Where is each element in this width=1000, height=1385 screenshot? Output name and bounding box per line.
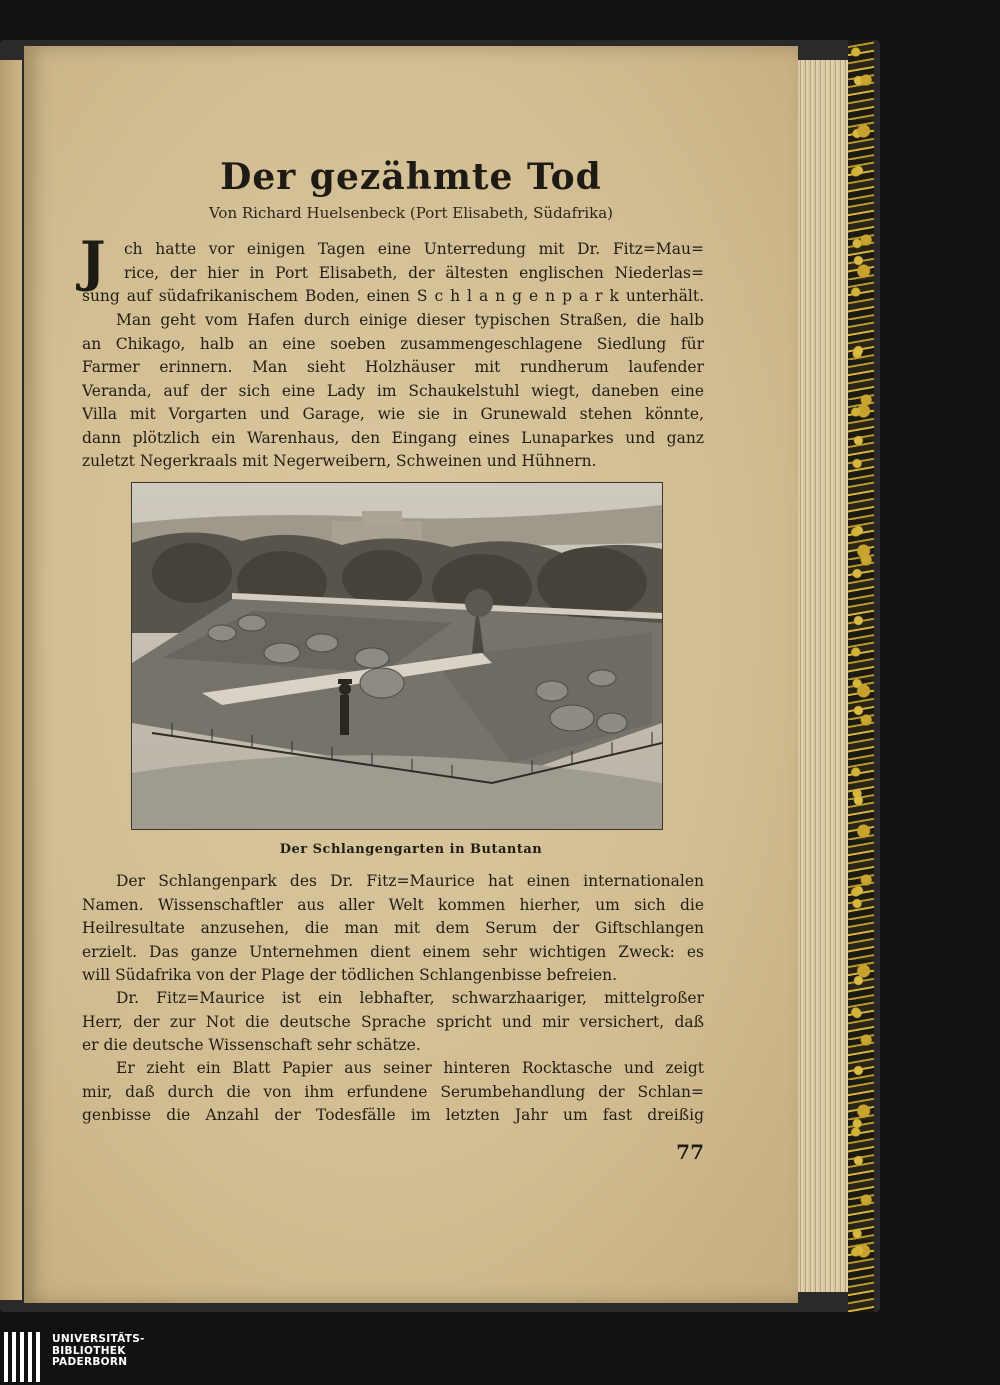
snake-garden-photo [131, 482, 663, 830]
text-line: rice, der hier in Port Elisabeth, der ältesten englischen Niederlas= [124, 263, 704, 282]
text-line: dann plötzlich ein Warenhaus, den Eingang eines Lunaparkes und ganz [82, 428, 704, 447]
text-line: an Chikago, halb an eine soeben zusammengeschlagene Siedlung für [82, 334, 704, 353]
marbled-endpaper [848, 40, 874, 1312]
library-logo-text [52, 1334, 145, 1369]
left-page-edge [0, 60, 22, 1300]
library-logo [0, 1330, 180, 1385]
text-line: erzielt. Das ganze Unternehmen dient einem sehr wichtigen Zweck: es [82, 942, 704, 961]
text-line: Herr, der zur Not die deutsche Sprache spricht und mir versichert, daß [82, 1012, 704, 1031]
text-line: Namen. Wissenschaftler aus aller Welt kommen hierher, um sich die [82, 895, 704, 914]
paragraph-2 [82, 309, 704, 474]
library-logo-line: PADERBORN [52, 1356, 128, 1368]
article-title: Der gezähmte Tod [220, 156, 602, 198]
paragraph-5 [82, 1057, 704, 1128]
paragraph-1-rest [82, 285, 704, 309]
paragraph-4 [82, 987, 704, 1058]
text-line: Veranda, auf der sich eine Lady im Schaukelstuhl wiegt, daneben eine [82, 381, 704, 400]
text-line: genbisse die Anzahl der Todesfälle im letzten Jahr um fast dreißig [82, 1106, 704, 1124]
photo-illustration [132, 483, 662, 829]
library-logo-icon [4, 1332, 44, 1382]
text-line: Farmer erinnern. Man sieht Holzhäuser mit rundherum laufender [82, 358, 704, 376]
text-line: Er zieht ein Blatt Papier aus seiner hinteren Rocktasche und zeigt [116, 1059, 704, 1077]
paragraph-1-lead [124, 238, 704, 285]
page-number: 77 [676, 1140, 704, 1164]
photo-caption: Der Schlangengarten in Butantan [279, 842, 543, 857]
article-byline: Von Richard Huelsenbeck (Port Elisabeth, Südafrika) [208, 204, 614, 222]
text-line: will Südafrika von der Plage der tödlichen Schlangenbisse befreien. [82, 966, 618, 984]
text-line: Der Schlangenpark des Dr. Fitz=Maurice hat einen internationalen [116, 872, 704, 890]
text-line: zuletzt Negerkraals mit Negerweibern, Schweinen und Hühnern. [82, 452, 597, 470]
library-logo-line: BIBLIOTHEK [52, 1344, 126, 1357]
text-line: Man geht vom Hafen durch einige dieser typischen Straßen, die halb [116, 311, 704, 329]
paragraph-3 [82, 870, 704, 988]
library-logo-line: UNIVERSITÄTS- [52, 1333, 145, 1345]
drop-cap: J [80, 229, 106, 293]
text-line: Heilresultate anzusehen, die man mit dem Serum der Giftschlangen [82, 919, 704, 937]
page-fore-edge [798, 60, 848, 1292]
text-line: Dr. Fitz=Maurice ist ein lebhafter, schwarzhaariger, mittelgroßer [116, 989, 704, 1007]
text-line: er die deutsche Wissenschaft sehr schätze. [82, 1036, 421, 1054]
text-line: ch hatte vor einigen Tagen eine Unterredung mit Dr. Fitz=Mau= [124, 240, 704, 258]
text-line: Villa mit Vorgarten und Garage, wie sie in Grunewald stehen könnte, [82, 405, 704, 423]
text-line: sung auf südafrikanischem Boden, einen S c h l a n g e n p a r k unterhält. [82, 287, 704, 305]
text-line: mir, daß durch die von ihm erfundene Serumbehandlung der Schlan= [82, 1082, 704, 1101]
